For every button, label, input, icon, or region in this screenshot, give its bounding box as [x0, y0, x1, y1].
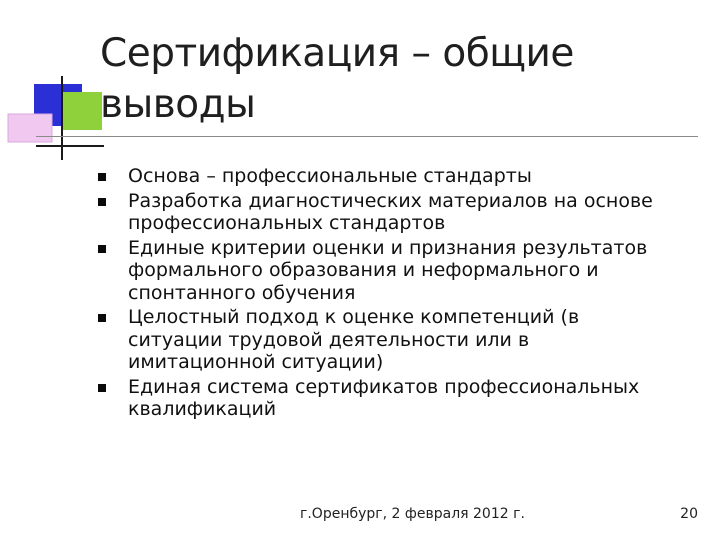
deco-pink-square [8, 114, 52, 142]
bullet-item [98, 306, 708, 374]
square-bullet-icon [98, 198, 106, 206]
bullet-line: квалификаций [128, 398, 277, 420]
slide-title [100, 28, 660, 130]
bullet-line: ситуации трудовой деятельности или в [128, 328, 530, 351]
bullet-line: Разработка диагностических материалов на основе [128, 189, 653, 212]
title-divider [36, 136, 698, 137]
bullet-line: имитационной ситуации) [128, 351, 384, 373]
bullet-line: Единые критерии оценки и признания результатов [128, 236, 648, 259]
square-bullet-icon [98, 384, 106, 392]
bullet-line: спонтанного обучения [128, 281, 356, 304]
slide-title-line-2: выводы [100, 82, 256, 127]
bullet-line: профессиональных стандартов [128, 212, 446, 234]
square-bullet-icon [98, 245, 106, 253]
page-number: 20 [680, 506, 698, 522]
bullet-line: формального образования и неформального и [128, 259, 599, 281]
bullet-item [98, 165, 708, 188]
bullet-line: Основа – профессиональные стандарты [128, 165, 532, 187]
bullet-item [98, 376, 708, 421]
footer-location-date: г.Оренбург, 2 февраля 2012 г. [300, 506, 525, 522]
bullet-line: Единая система сертификатов профессиональных [128, 375, 640, 398]
bullet-line: Целостный подход к оценке компетенций (в [128, 306, 580, 328]
square-bullet-icon [98, 173, 106, 181]
slide-title-line-1: Сертификация – общие [100, 31, 574, 76]
bullet-item [98, 190, 708, 235]
bullet-item [98, 237, 708, 305]
square-bullet-icon [98, 314, 106, 322]
deco-green-square [62, 92, 102, 130]
bullet-list [98, 165, 708, 423]
